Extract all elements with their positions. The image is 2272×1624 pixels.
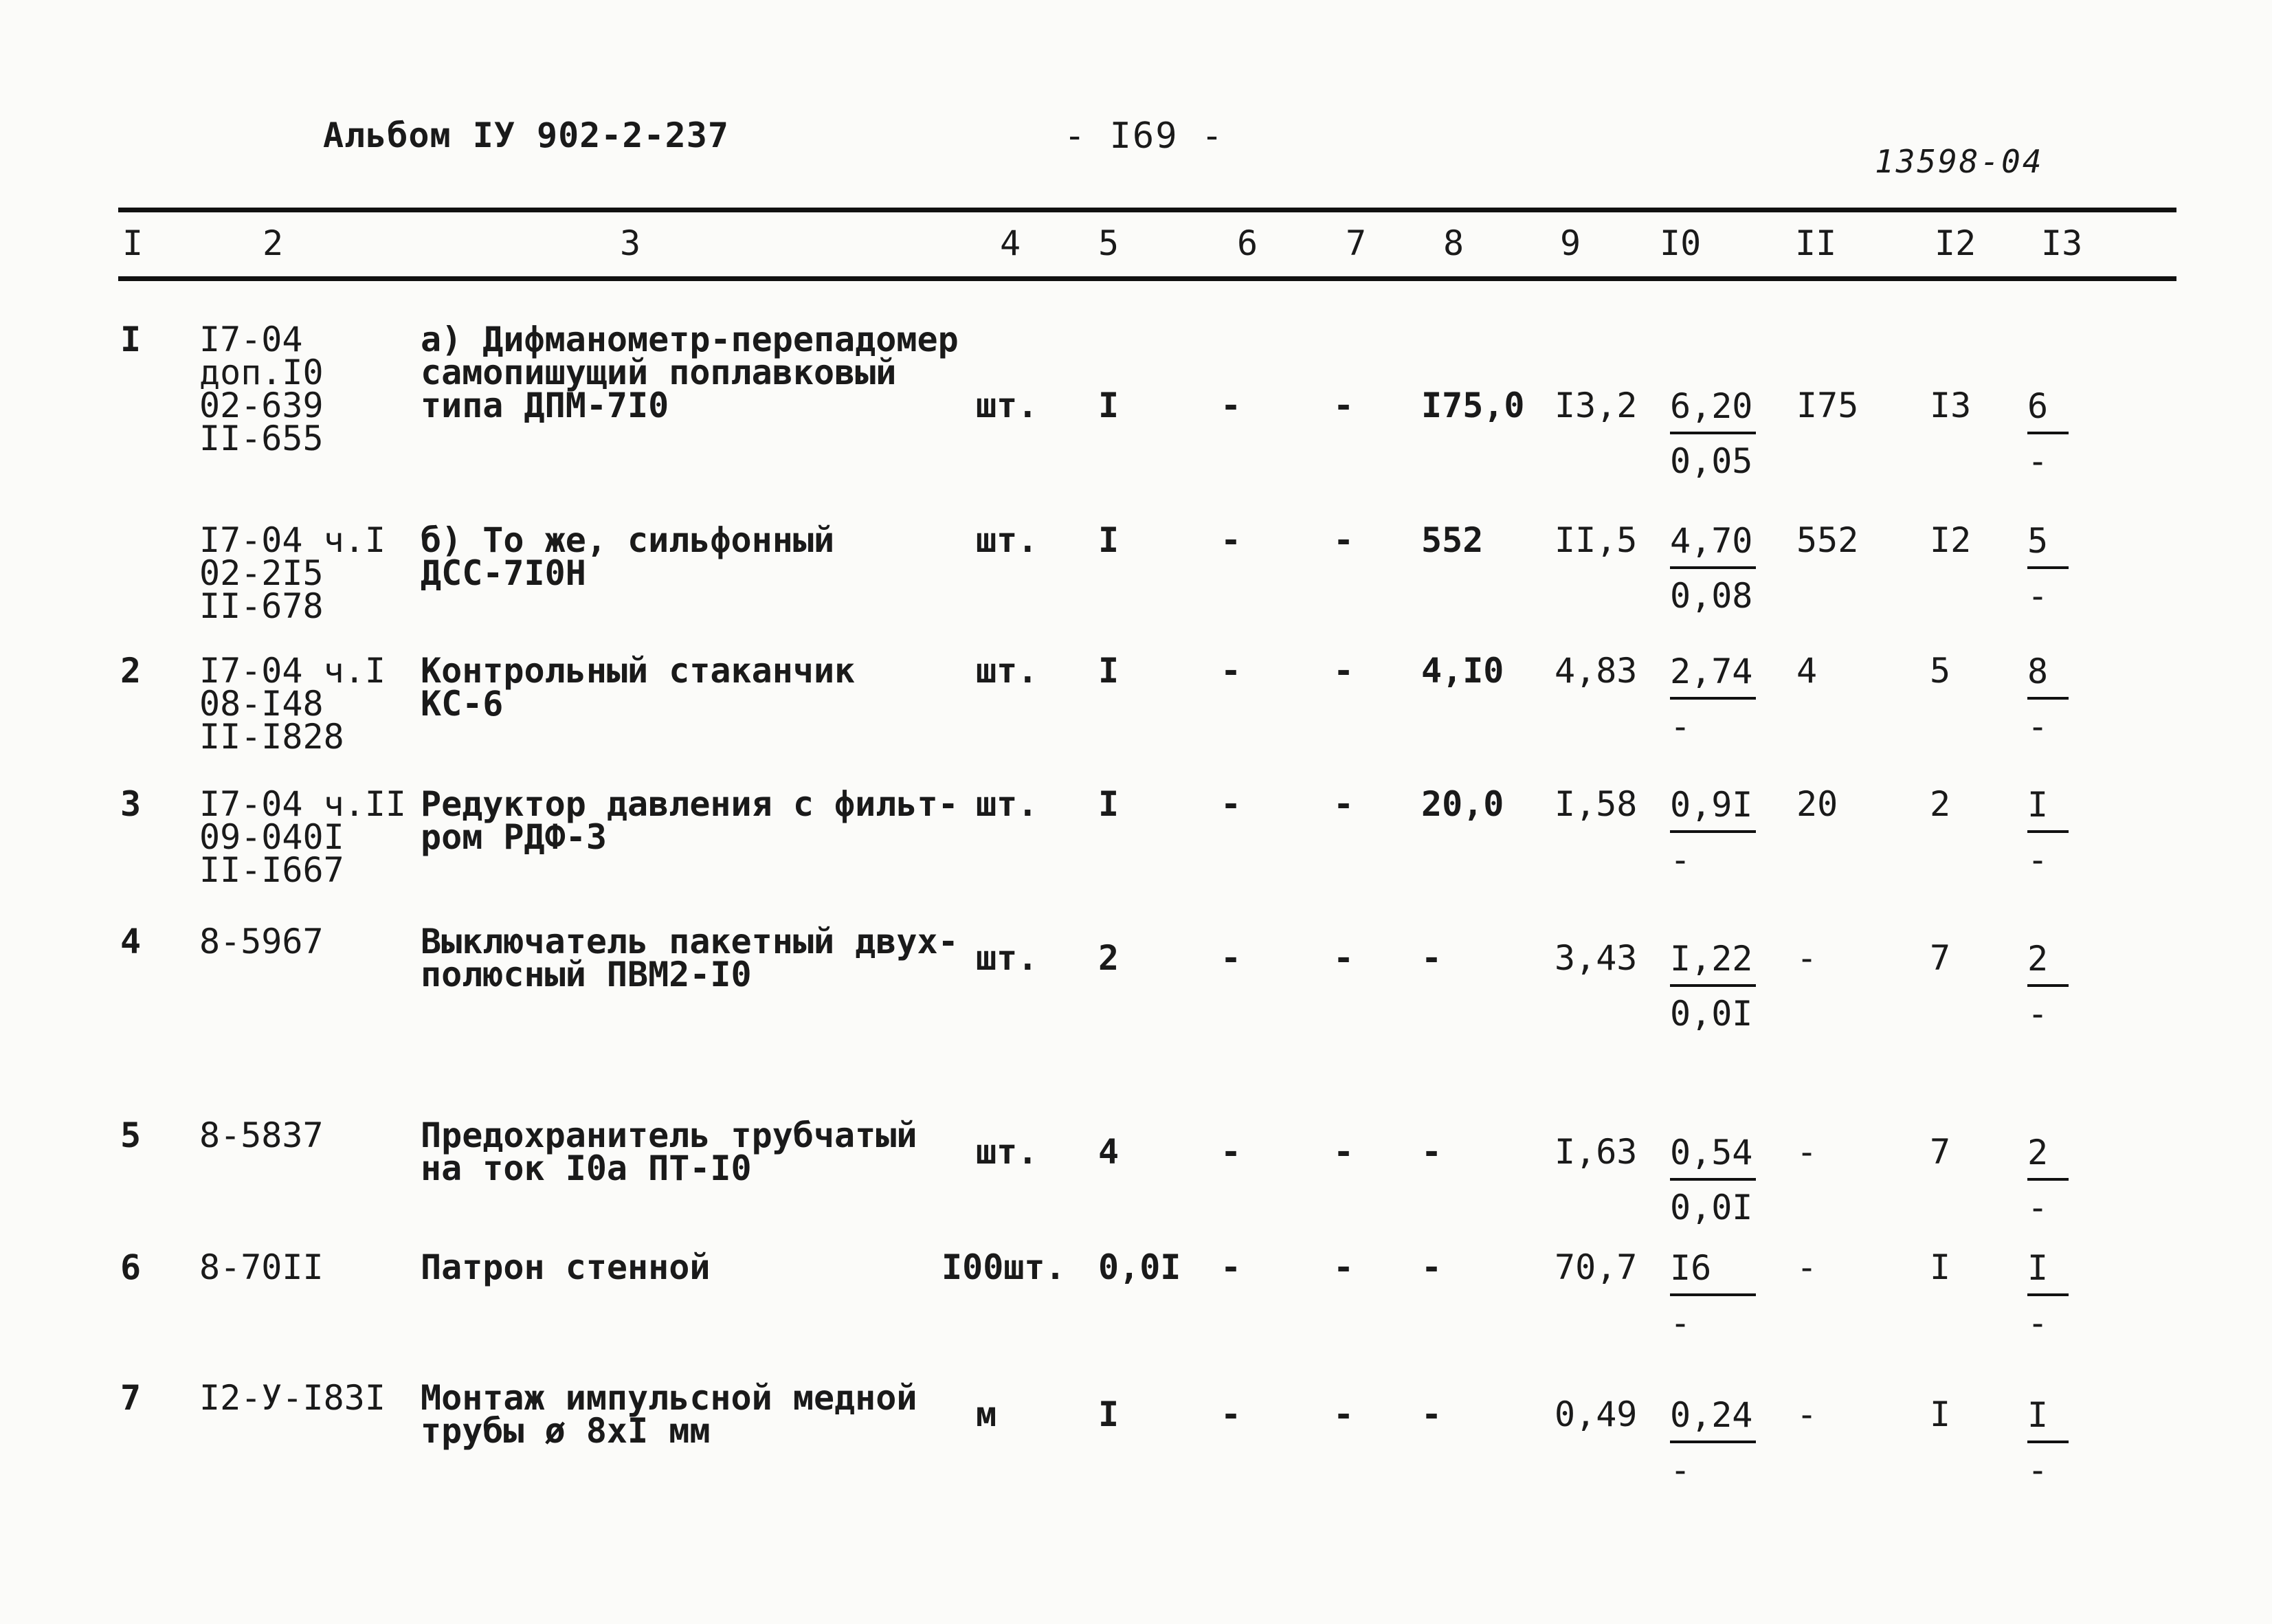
row-name: Предохранитель трубчатый (421, 1115, 917, 1155)
header-bottom-rule (118, 276, 2176, 281)
row-col-6: - (1221, 1394, 1242, 1434)
row-code: 08-I48 (199, 684, 324, 724)
row-col-7: - (1333, 1247, 1355, 1287)
row-col-10-denominator: - (1670, 1303, 1691, 1343)
row-col-10-denominator: - (1670, 707, 1691, 746)
row-col-13-fraction-bar (2027, 432, 2069, 434)
row-name: Выключатель пакетный двух- (421, 922, 959, 961)
row-col-12: I (1930, 1247, 1951, 1287)
page-number: - I69 - (1064, 115, 1225, 157)
row-col-13-fraction-bar (2027, 1293, 2069, 1296)
row-col-10-fraction-bar (1670, 1178, 1756, 1181)
column-number-3: 3 (620, 223, 641, 263)
row-code: доп.I0 (199, 353, 324, 392)
row-col-12: I (1930, 1394, 1951, 1434)
row-col-10-fraction-bar (1670, 830, 1756, 833)
row-col-8: 20,0 (1421, 784, 1504, 824)
row-col-10-denominator: 0,0I (1670, 1188, 1753, 1227)
row-col-11: 20 (1796, 784, 1838, 824)
row-col-10-denominator: - (1670, 1450, 1691, 1490)
row-name: на ток I0а ПТ-I0 (421, 1148, 752, 1188)
row-code: II-I667 (199, 850, 344, 890)
row-col-11: 552 (1796, 520, 1859, 560)
column-number-8: 8 (1443, 223, 1464, 263)
row-col-10 (1670, 785, 1756, 880)
row-col-10 (1670, 1135, 1756, 1225)
row-number: 7 (120, 1378, 142, 1418)
row-col-7: - (1333, 784, 1355, 824)
row-col-9: 70,7 (1555, 1247, 1638, 1287)
row-code: 02-639 (199, 386, 324, 425)
row-col-8: 552 (1421, 520, 1484, 560)
row-col-11: - (1796, 938, 1818, 978)
row-col-10-numerator: 2,74 (1670, 652, 1753, 691)
row-col-10-fraction-bar (1670, 566, 1756, 569)
row-col-6: - (1221, 651, 1242, 691)
row-col-8: - (1421, 1247, 1443, 1287)
album-title: Альбом IУ 902-2-237 (323, 115, 729, 155)
document-code: 13598-04 (1875, 143, 2044, 180)
row-col-9: I,58 (1555, 784, 1638, 824)
column-number-10: I0 (1660, 223, 1702, 263)
row-qty: I (1098, 386, 1120, 425)
row-unit: шт. (976, 386, 1038, 425)
row-col-12: 7 (1930, 1132, 1951, 1172)
row-col-10 (1670, 386, 1756, 481)
row-col-7: - (1333, 1394, 1355, 1434)
row-col-11: 4 (1796, 651, 1818, 691)
row-col-9: I,63 (1555, 1132, 1638, 1172)
row-col-10-fraction-bar (1670, 984, 1756, 987)
row-col-13-numerator: I (2027, 1248, 2049, 1288)
row-col-13 (2027, 654, 2069, 744)
row-code: I7-04 (199, 320, 303, 359)
row-col-10-fraction-bar (1670, 1293, 1756, 1296)
row-name: Патрон стенной (421, 1247, 711, 1287)
row-col-10-numerator: I6 (1670, 1248, 1712, 1288)
row-col-10-denominator: - (1670, 840, 1691, 880)
row-qty: 4 (1098, 1132, 1120, 1172)
row-col-10 (1670, 1395, 1756, 1490)
row-col-13 (2027, 785, 2069, 880)
row-name: КС-6 (421, 684, 504, 724)
row-col-6: - (1221, 1132, 1242, 1172)
row-name: Редуктор давления с фильт- (421, 784, 959, 824)
row-unit: шт. (976, 651, 1038, 691)
row-col-6: - (1221, 386, 1242, 425)
row-col-13 (2027, 939, 2069, 1034)
row-code: 8-70II (199, 1247, 324, 1287)
row-col-9: II,5 (1555, 520, 1638, 560)
row-col-13-denominator: - (2027, 1188, 2049, 1227)
row-col-13-denominator: - (2027, 441, 2049, 481)
row-col-13-numerator: 2 (2027, 939, 2049, 979)
row-code: II-I828 (199, 717, 344, 757)
row-code: I7-04 ч.I (199, 520, 386, 560)
row-col-7: - (1333, 386, 1355, 425)
row-col-10-fraction-bar (1670, 697, 1756, 700)
row-col-10-numerator: 6,20 (1670, 386, 1753, 426)
row-qty: 2 (1098, 938, 1120, 978)
row-col-13-fraction-bar (2027, 566, 2069, 569)
row-col-10-numerator: 4,70 (1670, 521, 1753, 561)
column-number-7: 7 (1346, 223, 1367, 263)
row-qty: I (1098, 520, 1120, 560)
row-code: II-655 (199, 419, 324, 458)
row-unit: I00шт. (942, 1247, 1066, 1287)
row-col-10 (1670, 1248, 1756, 1343)
row-col-10-numerator: 0,24 (1670, 1395, 1753, 1435)
row-col-11: I75 (1796, 386, 1859, 425)
row-col-12: 7 (1930, 938, 1951, 978)
row-col-13-fraction-bar (2027, 984, 2069, 987)
row-code: 09-040I (199, 817, 344, 857)
row-col-12: 5 (1930, 651, 1951, 691)
row-col-10-denominator: 0,08 (1670, 576, 1753, 616)
row-col-10-denominator: 0,0I (1670, 994, 1753, 1034)
row-col-10 (1670, 939, 1756, 1034)
row-col-13-fraction-bar (2027, 1441, 2069, 1443)
row-col-12: 2 (1930, 784, 1951, 824)
row-col-13-denominator: - (2027, 994, 2049, 1034)
row-col-11: - (1796, 1394, 1818, 1434)
row-code: I7-04 ч.II (199, 784, 407, 824)
row-col-10-numerator: I,22 (1670, 939, 1753, 979)
row-name: ДСС-7I0Н (421, 553, 586, 593)
row-qty: I (1098, 651, 1120, 691)
row-col-7: - (1333, 1132, 1355, 1172)
row-col-13 (2027, 521, 2069, 616)
row-col-13 (2027, 386, 2069, 481)
row-col-13-fraction-bar (2027, 1178, 2069, 1181)
row-qty: I (1098, 784, 1120, 824)
row-code: II-678 (199, 586, 324, 626)
row-name: трубы ø 8хI мм (421, 1411, 711, 1451)
row-number: 6 (120, 1247, 142, 1287)
row-col-7: - (1333, 651, 1355, 691)
row-col-13-denominator: - (2027, 707, 2049, 746)
row-name: ром РДФ-3 (421, 817, 607, 857)
row-col-13 (2027, 1248, 2069, 1343)
row-col-13 (2027, 1135, 2069, 1225)
row-col-13-numerator: 5 (2027, 521, 2049, 561)
row-unit: м (976, 1394, 997, 1434)
row-col-11: - (1796, 1132, 1818, 1172)
column-number-11: II (1795, 223, 1837, 263)
row-col-13-numerator: 6 (2027, 386, 2049, 426)
column-number-1: I (122, 223, 144, 263)
row-col-13-numerator: 8 (2027, 652, 2049, 691)
row-qty: 0,0I (1098, 1247, 1181, 1287)
row-code: I7-04 ч.I (199, 651, 386, 691)
row-code: 8-5837 (199, 1115, 324, 1155)
row-col-13-numerator: I (2027, 785, 2049, 825)
row-col-9: 4,83 (1555, 651, 1638, 691)
row-col-10 (1670, 521, 1756, 616)
row-col-7: - (1333, 938, 1355, 978)
row-col-13-denominator: - (2027, 576, 2049, 616)
row-col-8: - (1421, 1394, 1443, 1434)
row-col-6: - (1221, 520, 1242, 560)
row-name: б) То же, сильфонный (421, 520, 835, 560)
row-col-9: 3,43 (1555, 938, 1638, 978)
column-number-13: I3 (2041, 223, 2083, 263)
row-number: 5 (120, 1115, 142, 1155)
row-code: I2-У-I83I (199, 1378, 386, 1418)
row-col-11: - (1796, 1247, 1818, 1287)
row-code: 02-2I5 (199, 553, 324, 593)
row-col-8: I75,0 (1421, 386, 1525, 425)
row-col-10-fraction-bar (1670, 1441, 1756, 1443)
row-qty: I (1098, 1394, 1120, 1434)
row-name: а) Дифманометр-перепадомер (421, 320, 959, 359)
row-col-12: I3 (1930, 386, 1972, 425)
row-name: самопишущий поплавковый (421, 353, 897, 392)
table-top-rule (118, 208, 2176, 212)
row-unit: шт. (976, 784, 1038, 824)
row-col-13-denominator: - (2027, 1450, 2049, 1490)
row-col-6: - (1221, 784, 1242, 824)
column-number-2: 2 (263, 223, 284, 263)
row-col-13-numerator: 2 (2027, 1133, 2049, 1172)
row-col-9: 0,49 (1555, 1394, 1638, 1434)
row-name: типа ДПМ-7I0 (421, 386, 669, 425)
row-code: 8-5967 (199, 922, 324, 961)
row-col-6: - (1221, 938, 1242, 978)
row-col-13-fraction-bar (2027, 830, 2069, 833)
row-col-10-numerator: 0,54 (1670, 1133, 1753, 1172)
row-name: полюсный ПВМ2-I0 (421, 955, 752, 994)
column-number-4: 4 (1000, 223, 1021, 263)
row-unit: шт. (976, 938, 1038, 978)
row-col-12: I2 (1930, 520, 1972, 560)
row-unit: шт. (976, 1132, 1038, 1172)
row-col-9: I3,2 (1555, 386, 1638, 425)
row-col-13-fraction-bar (2027, 697, 2069, 700)
row-col-10-denominator: 0,05 (1670, 441, 1753, 481)
row-number: 3 (120, 784, 142, 824)
row-col-13-denominator: - (2027, 840, 2049, 880)
column-number-9: 9 (1560, 223, 1581, 263)
row-col-6: - (1221, 1247, 1242, 1287)
column-number-12: I2 (1935, 223, 1976, 263)
row-col-8: - (1421, 938, 1443, 978)
column-number-5: 5 (1098, 223, 1120, 263)
row-col-13 (2027, 1395, 2069, 1490)
column-number-6: 6 (1237, 223, 1258, 263)
row-col-10-fraction-bar (1670, 432, 1756, 434)
row-col-7: - (1333, 520, 1355, 560)
row-number: I (120, 320, 142, 359)
row-number: 4 (120, 922, 142, 961)
row-name: Контрольный стаканчик (421, 651, 856, 691)
row-number: 2 (120, 651, 142, 691)
row-col-10 (1670, 654, 1756, 744)
row-unit: шт. (976, 520, 1038, 560)
row-name: Монтаж импульсной медной (421, 1378, 917, 1418)
row-col-8: - (1421, 1132, 1443, 1172)
row-col-13-numerator: I (2027, 1395, 2049, 1435)
row-col-8: 4,I0 (1421, 651, 1504, 691)
row-col-13-denominator: - (2027, 1303, 2049, 1343)
row-col-10-numerator: 0,9I (1670, 785, 1753, 825)
